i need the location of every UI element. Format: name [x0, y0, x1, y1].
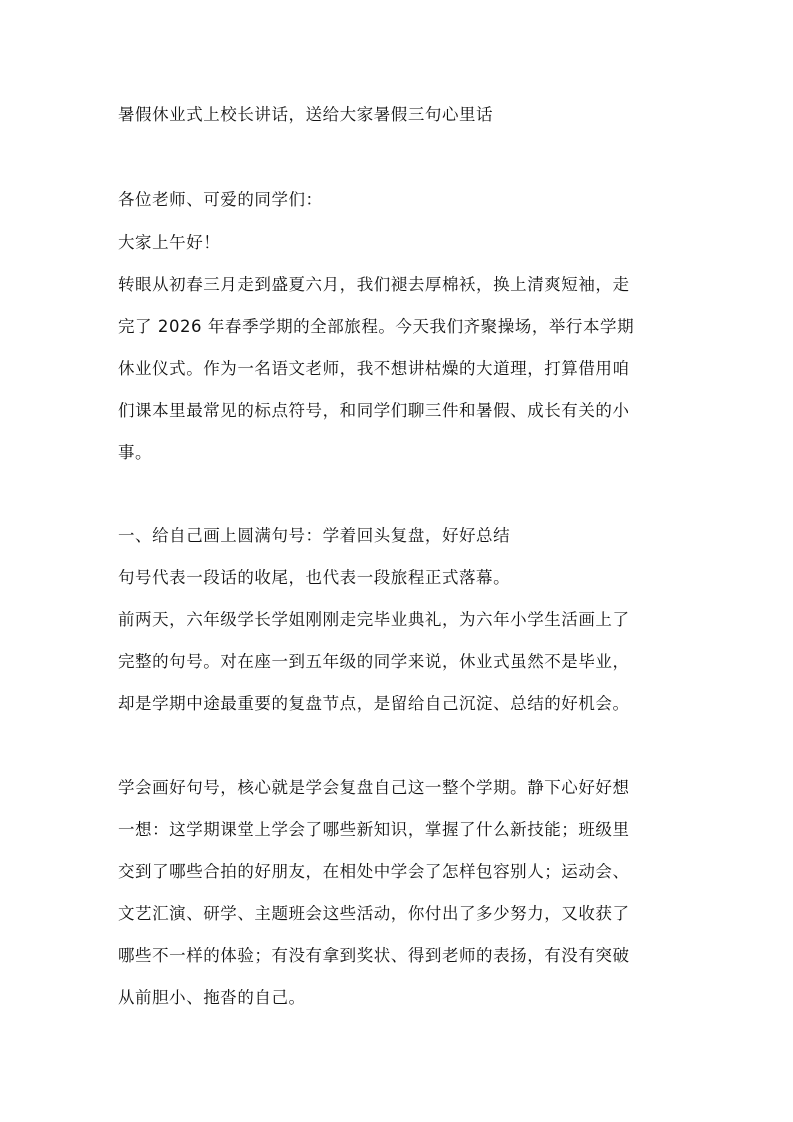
- intro-line: 们课本里最常见的标点符号，和同学们聊三件和暑假、成长有关的小: [118, 401, 630, 420]
- paragraph-line: 一想：这学期课堂上学会了哪些新知识，掌握了什么新技能；班级里: [118, 820, 630, 839]
- greeting-line: 各位老师、可爱的同学们：: [118, 190, 323, 209]
- document-title: 暑假休业式上校长讲话，送给大家暑假三句心里话: [118, 105, 494, 124]
- intro-line: 休业仪式。作为一名语文老师，我不想讲枯燥的大道理，打算借用咱: [118, 359, 630, 378]
- paragraph-line: 从前胆小、拖沓的自己。: [118, 988, 306, 1007]
- paragraph-line: 交到了哪些合拍的好朋友，在相处中学会了怎样包容别人；运动会、: [118, 862, 630, 881]
- intro-line: 转眼从初春三月走到盛夏六月，我们褪去厚棉袄，换上清爽短袖，走: [118, 275, 630, 294]
- intro-line: 完了 2026 年春季学期的全部旅程。今天我们齐聚操场，举行本学期: [118, 317, 635, 336]
- paragraph-line: 文艺汇演、研学、主题班会这些活动，你付出了多少努力，又收获了: [118, 904, 630, 923]
- paragraph-line: 却是学期中途最重要的复盘节点，是留给自己沉淀、总结的好机会。: [118, 694, 630, 713]
- section-heading: 一、给自己画上圆满句号：学着回头复盘，好好总结: [118, 526, 511, 545]
- paragraph-line: 完整的句号。对在座一到五年级的同学来说，休业式虽然不是毕业，: [118, 652, 630, 671]
- paragraph-line: 前两天，六年级学长学姐刚刚走完毕业典礼，为六年小学生活画上了: [118, 610, 630, 629]
- intro-line: 事。: [118, 443, 153, 462]
- paragraph-line: 哪些不一样的体验；有没有拿到奖状、得到老师的表扬，有没有突破: [118, 946, 630, 965]
- paragraph-line: 学会画好句号，核心就是学会复盘自己这一整个学期。静下心好好想: [118, 778, 630, 797]
- paragraph-line: 句号代表一段话的收尾，也代表一段旅程正式落幕。: [118, 568, 511, 587]
- opening-line: 大家上午好！: [118, 233, 221, 252]
